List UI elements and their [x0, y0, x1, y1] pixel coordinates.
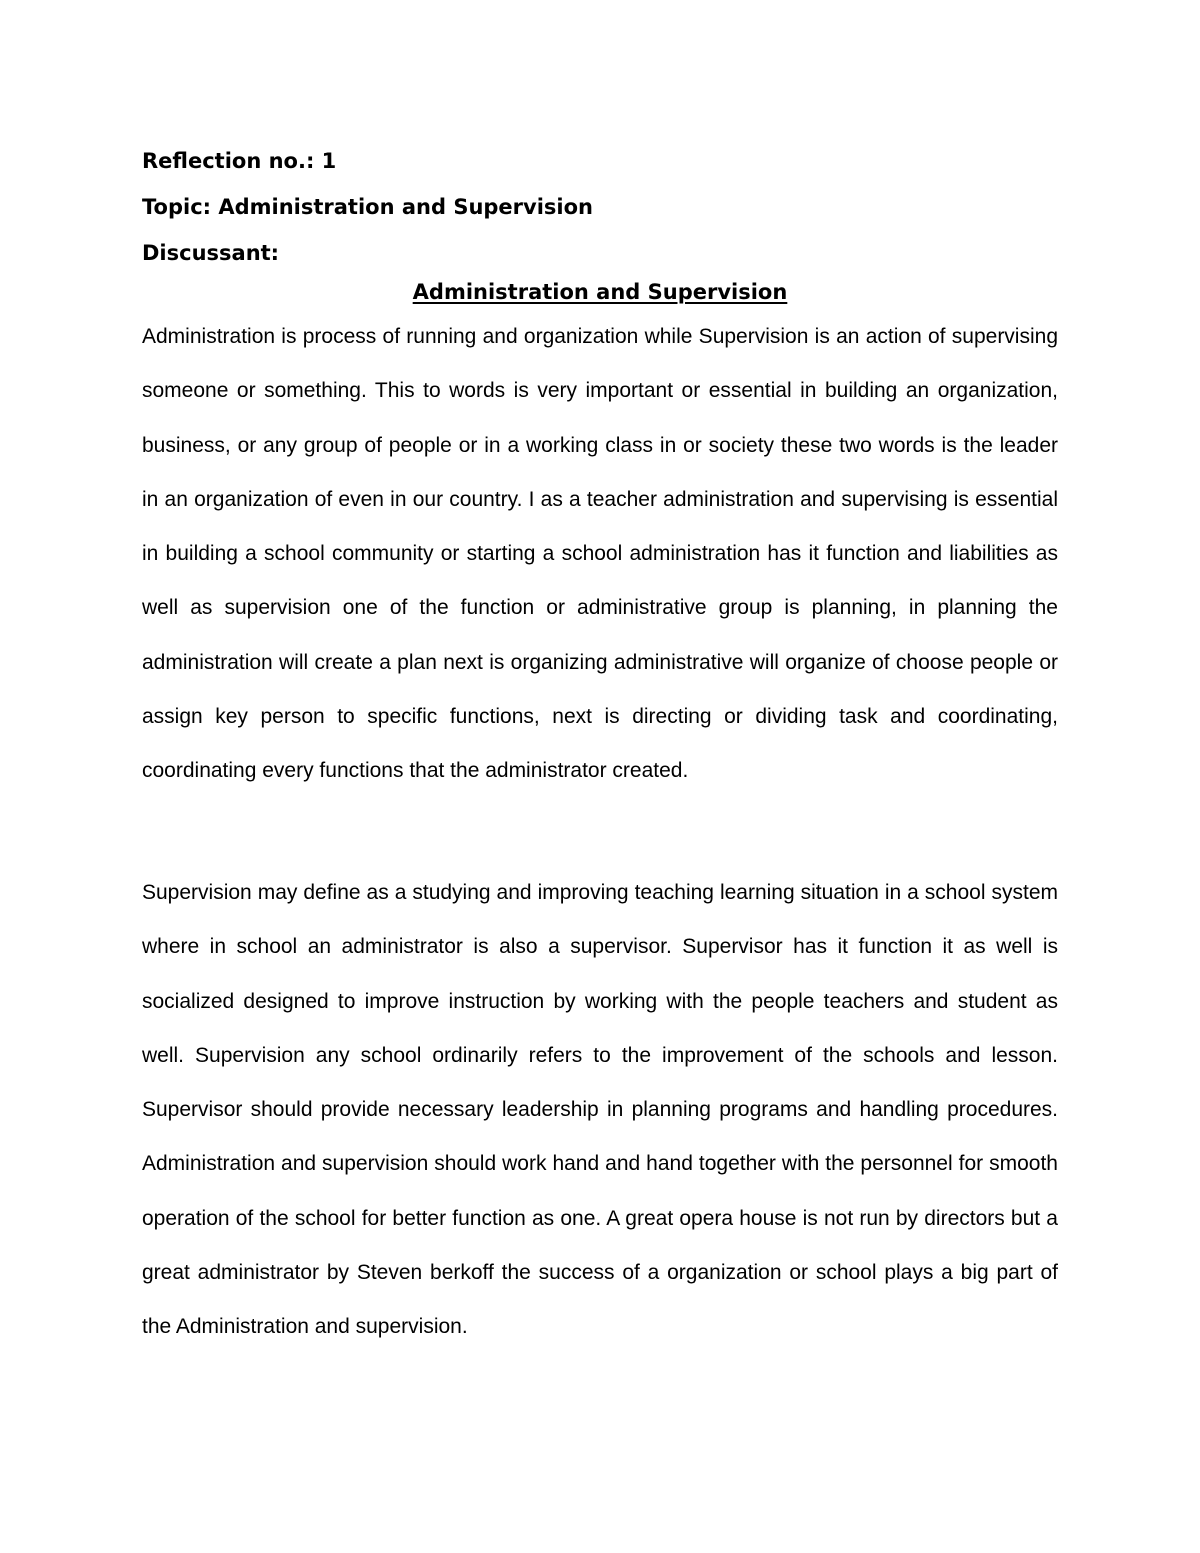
- reflection-number: Reflection no.: 1: [142, 149, 337, 173]
- topic-line: Topic: Administration and Supervision: [142, 195, 593, 219]
- body-paragraph-2: Supervision may define as a studying and improving teaching learning situation in a school system where in school an administrator is also a supervisor. Supervisor has it function it as well is socialized designed to improve instruction by working with the people teachers and student as well. Supervision any school ordinarily refers to the improvement of the schools and lesson. Supervisor should provide necessary leadership in planning programs and handling procedures. Administration and supervision should work hand and hand together with the personnel for smooth operation of the school for better function as one. A great opera house is not run by directors but a great administrator by Steven berkoff the success of a organization or school plays a big part of the Administration and supervision.: [142, 881, 1058, 1339]
- body-paragraph-1: Administration is process of running and organization while Supervision is an action of supervising someone or something. This to words is very important or essential in building an organization, business, or any group of people or in a working class in or society these two words is the leader in an organization of even in our country. I as a teacher administration and supervising is essential in building a school community or starting a school administration has it function and liabilities as well as supervision one of the function or administrative group is planning, in planning the administration will create a plan next is organizing administrative will organize of choose people or assign key person to specific functions, next is directing or dividing task and coordinating, coordinating every functions that the administrator created.: [142, 325, 1058, 783]
- document-title: Administration and Supervision: [412, 280, 788, 304]
- document-header: [142, 138, 1058, 276]
- discussant-line: Discussant:: [142, 241, 280, 265]
